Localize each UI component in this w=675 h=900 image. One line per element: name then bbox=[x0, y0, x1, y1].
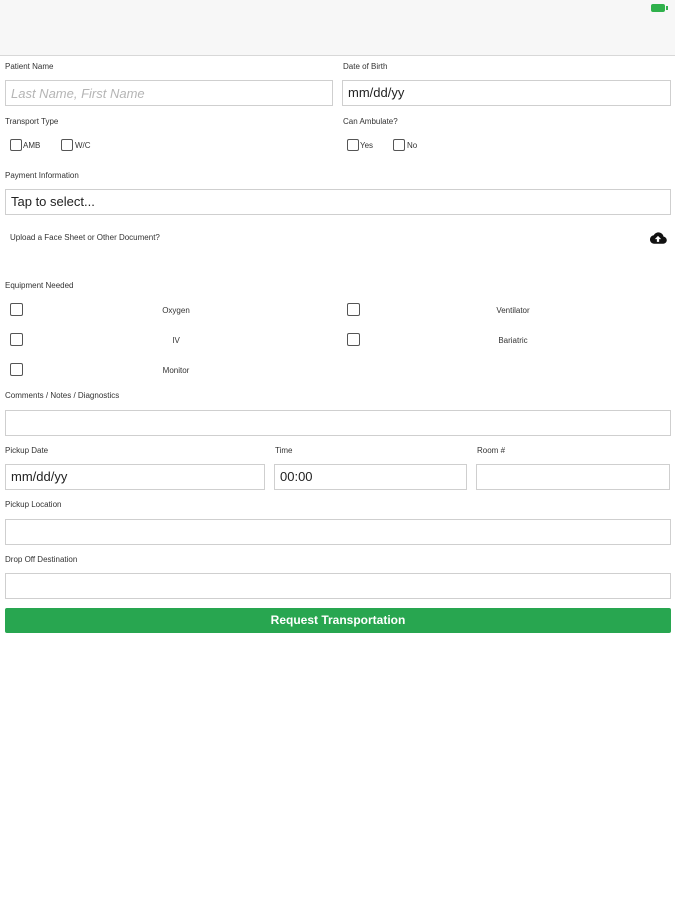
navigation-bar bbox=[0, 18, 675, 56]
ambulate-no-label: No bbox=[407, 141, 418, 150]
patient-name-input[interactable] bbox=[5, 80, 333, 106]
amb-label: AMB bbox=[23, 141, 41, 150]
pickup-date-label: Pickup Date bbox=[5, 446, 49, 455]
ventilator-checkbox[interactable] bbox=[347, 303, 360, 316]
dropoff-label: Drop Off Destination bbox=[5, 555, 78, 564]
upload-label: Upload a Face Sheet or Other Document? bbox=[10, 233, 160, 242]
oxygen-label: Oxygen bbox=[162, 306, 190, 315]
oxygen-checkbox[interactable] bbox=[10, 303, 23, 316]
payment-select[interactable]: Tap to select... bbox=[5, 189, 671, 215]
room-input[interactable] bbox=[476, 464, 670, 490]
time-label: Time bbox=[275, 446, 293, 455]
ambulate-yes-label: Yes bbox=[360, 141, 374, 150]
bariatric-label: Bariatric bbox=[498, 336, 528, 345]
patient-name-label: Patient Name bbox=[5, 62, 54, 71]
dob-input[interactable]: mm/dd/yy bbox=[342, 80, 671, 106]
comments-label: Comments / Notes / Diagnostics bbox=[5, 391, 120, 400]
bariatric-checkbox[interactable] bbox=[347, 333, 360, 346]
pickup-location-input[interactable] bbox=[5, 519, 671, 545]
wc-checkbox[interactable] bbox=[61, 139, 73, 151]
request-transportation-button[interactable]: Request Transportation bbox=[5, 608, 671, 633]
ambulate-no-checkbox[interactable] bbox=[393, 139, 405, 151]
cloud-upload-icon[interactable] bbox=[649, 231, 667, 245]
dob-label: Date of Birth bbox=[343, 62, 388, 71]
iv-label: IV bbox=[172, 336, 180, 345]
status-bar bbox=[0, 0, 675, 18]
comments-input[interactable] bbox=[5, 410, 671, 436]
transport-type-label: Transport Type bbox=[5, 117, 59, 126]
time-input[interactable]: 00:00 bbox=[274, 464, 467, 490]
dropoff-input[interactable] bbox=[5, 573, 671, 599]
monitor-label: Monitor bbox=[162, 366, 190, 375]
ventilator-label: Ventilator bbox=[496, 306, 530, 315]
iv-checkbox[interactable] bbox=[10, 333, 23, 346]
wc-label: W/C bbox=[75, 141, 91, 150]
pickup-location-label: Pickup Location bbox=[5, 500, 62, 509]
ambulate-yes-checkbox[interactable] bbox=[347, 139, 359, 151]
room-label: Room # bbox=[477, 446, 506, 455]
pickup-date-input[interactable]: mm/dd/yy bbox=[5, 464, 265, 490]
amb-checkbox[interactable] bbox=[10, 139, 22, 151]
can-ambulate-label: Can Ambulate? bbox=[343, 117, 398, 126]
equipment-label: Equipment Needed bbox=[5, 281, 74, 290]
battery-icon bbox=[651, 4, 665, 12]
payment-label: Payment Information bbox=[5, 171, 79, 180]
monitor-checkbox[interactable] bbox=[10, 363, 23, 376]
